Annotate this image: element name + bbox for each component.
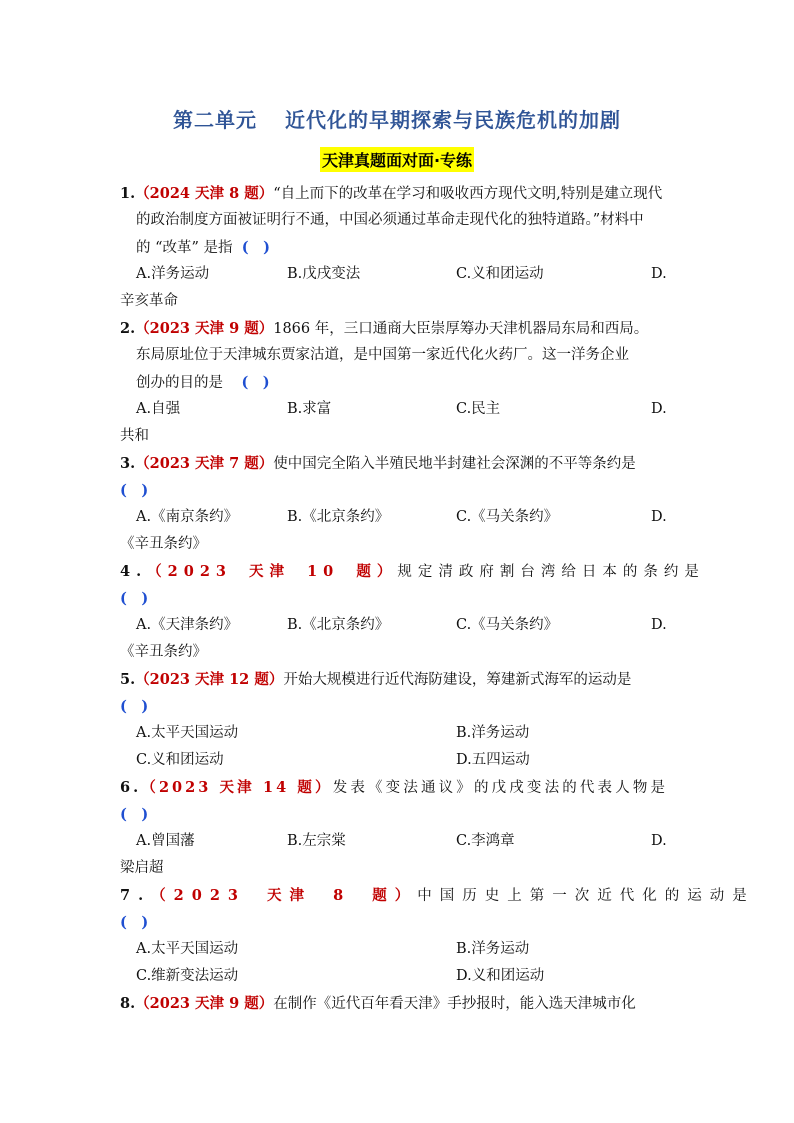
option-c: C.《马关条约》 <box>456 509 559 525</box>
answer-blank: ( ) <box>120 590 149 607</box>
question-number: 4. <box>120 563 148 580</box>
option-d: D. <box>651 266 667 282</box>
question-number: 7. <box>120 887 152 904</box>
question-text: 发表《变法通议》的戊戌变法的代表人物是 <box>332 780 668 796</box>
question-source: （2023 天津 7 题） <box>135 455 274 472</box>
answer-blank: ( ) <box>120 482 149 499</box>
question-2-line-2: 东局原址位于天津城东贾家沽道，是中国第一家近代化火药厂。这一洋务企业 <box>136 347 629 363</box>
answer-blank: ( ) <box>241 239 270 256</box>
option-d: D.义和团运动 <box>456 968 545 984</box>
answer-blank-row <box>120 585 148 613</box>
option-b: B.左宗棠 <box>287 833 346 849</box>
question-1-line-1 <box>120 180 662 208</box>
answer-blank: ( ) <box>120 914 149 931</box>
option-c: C.李鸿章 <box>456 833 515 849</box>
option-b: B.《北京条约》 <box>287 617 390 633</box>
option-a: A.曾国藩 <box>136 833 195 849</box>
question-number: 8. <box>120 995 136 1012</box>
option-d-text: 辛亥革命 <box>120 293 178 309</box>
question-number: 3. <box>120 455 136 472</box>
unit-title-part1: 第二单元 <box>173 108 257 132</box>
option-a: A.《天津条约》 <box>136 617 239 633</box>
question-source: （2023 天津 9 题） <box>135 320 274 337</box>
question-source: （2024 天津 8 题） <box>135 185 274 202</box>
unit-title <box>0 104 794 133</box>
option-d-text: 梁启超 <box>120 860 164 876</box>
question-1-line-3 <box>136 234 270 262</box>
option-a: A.《南京条约》 <box>136 509 239 525</box>
question-source: （2023 天津 14 题） <box>141 779 333 796</box>
option-c: C.维新变法运动 <box>136 968 239 984</box>
question-8-line-1 <box>120 990 636 1018</box>
question-5-line-1 <box>120 666 631 694</box>
question-text: 中国历史上第一次近代化的运动是 <box>417 888 755 904</box>
option-c: C.民主 <box>456 401 501 417</box>
question-text: 开始大规模进行近代海防建设，筹建新式海军的运动是 <box>283 672 632 688</box>
answer-blank-row <box>120 693 148 721</box>
question-6-line-1 <box>120 774 668 802</box>
section-heading-wrap <box>0 147 794 172</box>
question-3-line-1 <box>120 450 636 478</box>
unit-title-part2: 近代化的早期探索与民族危机的加剧 <box>285 108 621 132</box>
option-a: A.太平天国运动 <box>136 941 239 957</box>
option-d: D. <box>651 617 667 633</box>
option-d: D. <box>651 401 667 417</box>
option-b: B.求富 <box>287 401 332 417</box>
question-number: 2. <box>120 320 136 337</box>
option-d: D.五四运动 <box>456 752 530 768</box>
option-a: A.洋务运动 <box>136 266 210 282</box>
question-text: 的 “改革” 是指 <box>136 240 233 256</box>
option-d: D. <box>651 509 667 525</box>
question-1-line-2: 的政治制度方面被证明行不通，中国必须通过革命走现代化的独特道路。”材料中 <box>136 212 644 228</box>
question-source: （2023 天津 12 题） <box>135 671 284 688</box>
option-b: B.戊戌变法 <box>287 266 361 282</box>
question-text: 1866 年，三口通商大臣崇厚筹办天津机器局东局和西局。 <box>273 321 649 337</box>
section-heading: 天津真题面对面·专练 <box>320 147 474 172</box>
question-text: 规定清政府割台湾给日本的条约是 <box>397 564 705 580</box>
question-text: 使中国完全陷入半殖民地半封建社会深渊的不平等条约是 <box>273 456 636 472</box>
question-number: 6. <box>120 779 142 796</box>
option-d-text: 《辛丑条约》 <box>120 536 207 552</box>
option-c: C.《马关条约》 <box>456 617 559 633</box>
option-c: C.义和团运动 <box>456 266 544 282</box>
option-d: D. <box>651 833 667 849</box>
option-b: B.洋务运动 <box>456 725 530 741</box>
question-2-line-1 <box>120 315 648 343</box>
answer-blank: ( ) <box>120 806 149 823</box>
question-source: （2023 天津 9 题） <box>135 995 274 1012</box>
option-a: A.太平天国运动 <box>136 725 239 741</box>
option-c: C.义和团运动 <box>136 752 224 768</box>
answer-blank-row <box>120 909 148 937</box>
question-text: 在制作《近代百年看天津》手抄报时，能入选天津城市化 <box>273 996 636 1012</box>
option-b: B.洋务运动 <box>456 941 530 957</box>
question-7-line-1 <box>120 882 755 910</box>
option-a: A.自强 <box>136 401 181 417</box>
option-d-text: 《辛丑条约》 <box>120 644 207 660</box>
option-d-text: 共和 <box>120 428 149 444</box>
question-number: 1. <box>120 185 136 202</box>
question-source: （2023 天津 10 题） <box>147 563 398 580</box>
answer-blank: ( ) <box>120 698 149 715</box>
answer-blank: ( ) <box>241 374 270 391</box>
answer-blank-row <box>120 477 148 505</box>
question-4-line-1 <box>120 558 705 586</box>
question-text: “自上而下的改革在学习和吸收西方现代文明,特别是建立现代 <box>273 186 663 202</box>
option-b: B.《北京条约》 <box>287 509 390 525</box>
question-source: （2023 天津 8 题） <box>151 887 418 904</box>
question-2-line-3 <box>136 369 270 397</box>
question-number: 5. <box>120 671 136 688</box>
question-text: 创办的目的是 <box>136 375 223 391</box>
answer-blank-row <box>120 801 148 829</box>
